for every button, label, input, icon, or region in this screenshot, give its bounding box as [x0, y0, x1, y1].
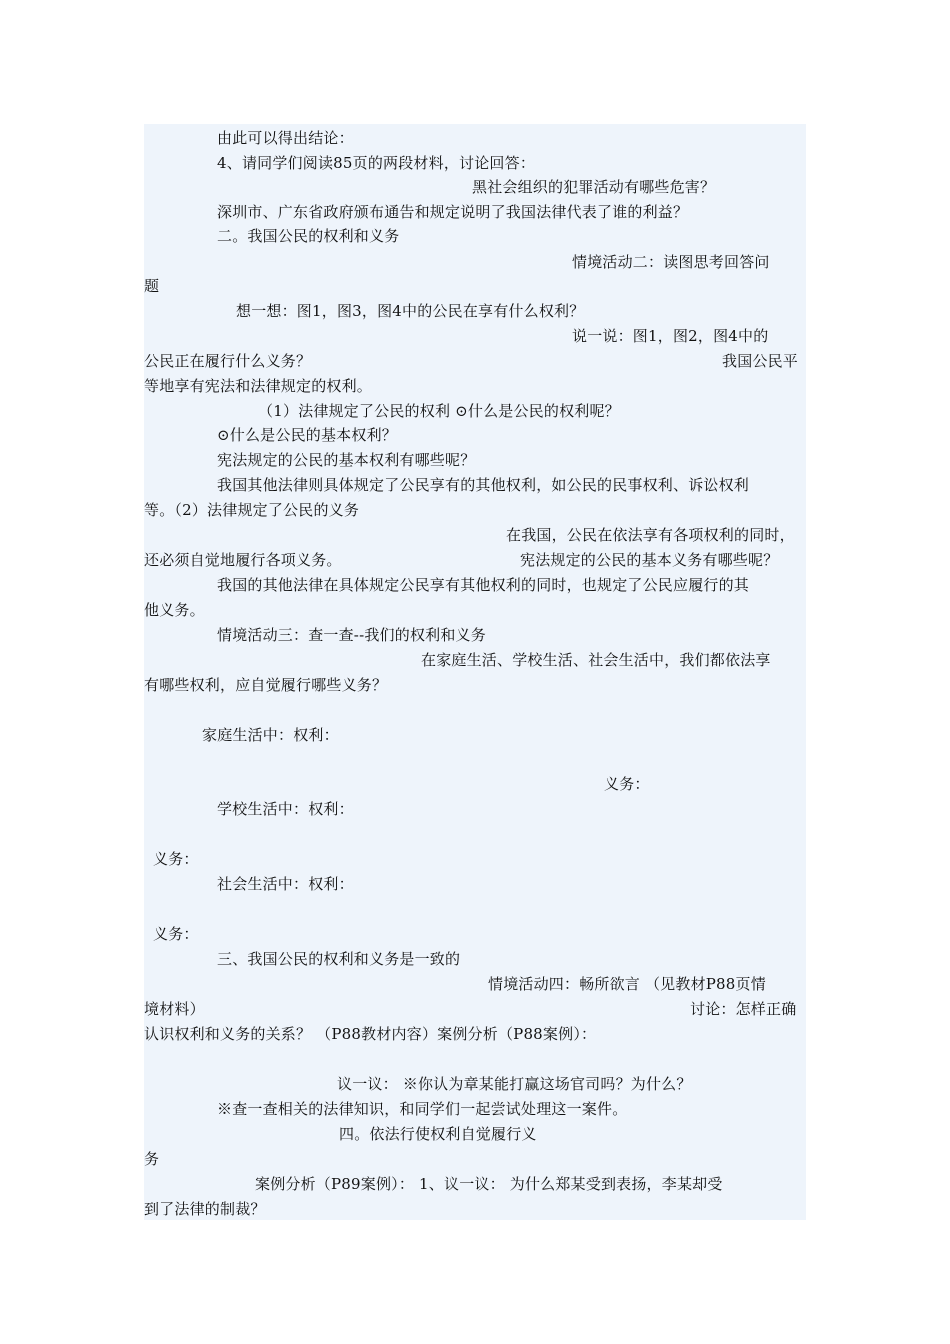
- text-line: 他义务。: [144, 601, 205, 619]
- text-line: 案例分析（P89案例）： 1、议一议： 为什么郑某受到表扬，李某却受: [255, 1175, 723, 1193]
- text-line: 情境活动二：读图思考回答问: [572, 253, 770, 271]
- text-line: 我国其他法律则具体规定了公民享有的其他权利，如公民的民事权利、诉讼权利: [217, 476, 750, 494]
- text-line: 等地享有宪法和法律规定的权利。: [144, 377, 373, 395]
- text-line: 说一说：图1，图2，图4中的: [572, 327, 769, 345]
- text-line: 4、请同学们阅读85页的两段材料，讨论回答：: [217, 154, 536, 172]
- text-line: 务: [144, 1150, 160, 1168]
- text-line: 社会生活中：权利：: [217, 875, 354, 893]
- text-panel: [144, 124, 806, 1220]
- text-line: ⊙什么是公民的基本权利？: [217, 426, 397, 444]
- text-line: （1）法律规定了公民的权利 ⊙什么是公民的权利呢？: [258, 402, 620, 420]
- text-line: 深圳市、广东省政府颁布通告和规定说明了我国法律代表了谁的利益？: [217, 203, 689, 221]
- text-line: 由此可以得出结论：: [217, 129, 354, 147]
- text-line: 宪法规定的公民的基本义务有哪些呢？: [520, 551, 779, 569]
- text-line: 讨论：怎样正确: [690, 1000, 797, 1018]
- text-line: 在我国，公民在依法享有各项权利的同时，: [506, 526, 795, 544]
- text-line: 等。（2）法律规定了公民的义务: [144, 501, 360, 519]
- text-line: 题: [144, 277, 160, 295]
- text-line: 议一议： ※你认为章某能打赢这场官司吗？为什么？: [337, 1075, 692, 1093]
- text-line: 义务：: [153, 850, 199, 868]
- text-line: 有哪些权利，应自觉履行哪些义务？: [144, 676, 388, 694]
- text-line: 家庭生活中：权利：: [202, 726, 339, 744]
- text-line: 到了法律的制裁？: [144, 1200, 266, 1218]
- section-heading: 四。依法行使权利自觉履行义: [339, 1125, 537, 1143]
- text-line: ※查一查相关的法律知识，和同学们一起尝试处理这一案件。: [217, 1100, 628, 1118]
- text-line: 想一想：图1，图3，图4中的公民在享有什么权利？: [236, 302, 585, 320]
- text-line: 还必须自觉地履行各项义务。: [144, 551, 342, 569]
- text-line: 情境活动四：畅所欲言 （见教材P88页情: [488, 975, 766, 993]
- section-heading: 三、我国公民的权利和义务是一致的: [217, 950, 461, 968]
- text-line: 公民正在履行什么义务？: [144, 352, 312, 370]
- text-line: 认识权利和义务的关系？ （P88教材内容）案例分析（P88案例）：: [144, 1025, 597, 1043]
- text-line: 在家庭生活、学校生活、社会生活中，我们都依法享: [421, 651, 771, 669]
- text-line: 我国的其他法律在具体规定公民享有其他权利的同时，也规定了公民应履行的其: [217, 576, 750, 594]
- text-line: 情境活动三：查一查--我们的权利和义务: [217, 626, 486, 644]
- text-line: 宪法规定的公民的基本权利有哪些呢？: [217, 451, 476, 469]
- text-line: 黑社会组织的犯罪活动有哪些危害？: [472, 178, 716, 196]
- text-line: 义务：: [153, 925, 199, 943]
- section-heading: 二。我国公民的权利和义务: [217, 227, 400, 245]
- text-line: 境材料）: [144, 1000, 205, 1018]
- text-line: 义务：: [604, 775, 650, 793]
- text-line: 学校生活中：权利：: [217, 800, 354, 818]
- text-line: 我国公民平: [722, 352, 799, 370]
